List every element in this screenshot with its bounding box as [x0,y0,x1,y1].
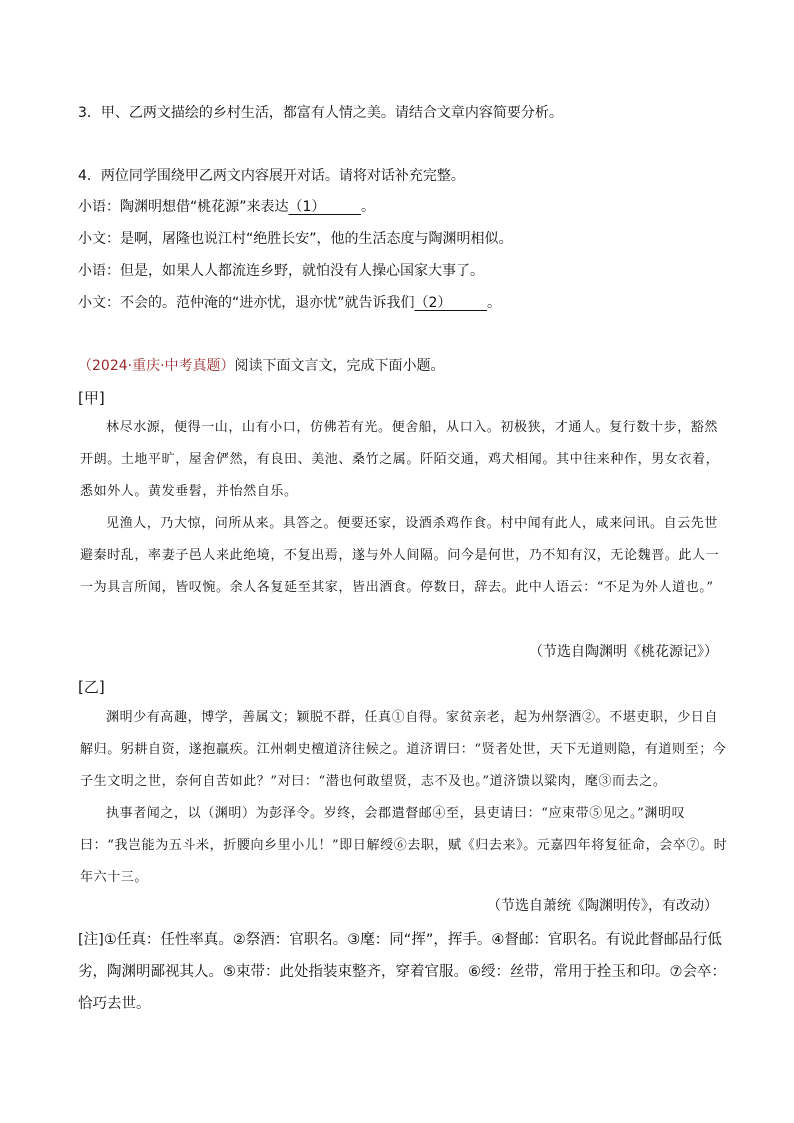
source-line [78,356,445,376]
question-3: 3．甲、乙两文描绘的乡村生活，都富有人情之美。请结合文章内容简要分析。 [78,105,563,121]
dialogue-line-4-end: 。 [487,295,502,311]
dialogue-line-2: 小文：是啊，屠隆也说江村“绝胜长安”，他的生活态度与陶渊明相似。 [78,231,513,247]
dialogue-line-3: 小语：但是，如果人人都流连乡野，就怕没有人操心国家大事了。 [78,263,484,279]
passage-yi-paragraph-1: 渊明少有高趣，博学，善属文；颖脱不群，任真①自得。家贫亲老，起为州祭酒②。不堪吏职，少日自解归。躬耕自资，遂抱羸疾。江州刺史檀道济往候之。道济谓曰：“贤者处世，天下无道则隐，有道则至；今子生文明之世，奈何自苦如此？”对曰：“潜也何敢望贤，志不及也。”道济馈以粱肉，麾③而去之。 [80,710,727,789]
answer-blank-1-underline [325,199,361,215]
exam-source-tag: 2024·重庆·中考真题 [92,358,221,374]
reading-instruction: 阅读下面文言文，完成下面小题。 [234,358,445,374]
passage-jia-paragraph-2: 见渔人，乃大惊，问所从来。具答之。便要还家，设酒杀鸡作食。村中闻有此人，咸来问讯。自云先世避秦时乱，率妻子邑人来此绝境，不复出焉，遂与外人间隔。问今是何世，乃不知有汉，无论魏晋。此人一一为具言所闻，皆叹惋。余人各复延至其家，皆出酒食。停数日，辞去。此中人语云：“不足为外人道也。” [80,516,720,595]
dialogue-line-1-end: 。 [361,199,376,215]
passage-jia-paragraph-1: 林尽水源，便得一山，山有小口，仿佛若有光。便舍船，从口入。初极狭，才通人。复行数十步，豁然开朗。土地平旷，屋舍俨然，有良田、美池、桑竹之属。阡陌交通，鸡犬相闻。其中往来种作，男女衣着，悉如外人。黄发垂髫，并怡然自乐。 [80,420,720,499]
source-open-paren: （ [78,358,92,374]
passage-yi-credit: （节选自萧统《陶渊明传》，有改动） [487,898,718,914]
answer-blank-2[interactable]: （2） [414,295,452,311]
dialogue-line-1-text: 小语：陶渊明想借“桃花源”来表达 [78,199,289,215]
answer-blank-2-underline [451,295,487,311]
passage-jia-credit: （节选自陶渊明《桃花源记》） [529,644,718,660]
answer-blank-1[interactable]: （1） [288,199,326,215]
dialogue-line-4-text: 小文：不会的。范仲淹的“进亦忧，退亦忧”就告诉我们 [78,295,415,311]
dialogue-line-1 [78,197,375,217]
dialogue-line-4 [78,293,501,313]
annotation-notes: [注]①任真：任性率真。②祭酒：官职名。③麾：同“挥”，挥手。④督邮：官职名。有说此督邮品行低劣，陶渊明鄙视其人。⑤束带：此处指装束整齐，穿着官服。⑥绶：丝带，常用于拴玉和印。⑦会卒：恰巧去世。 [78,932,726,1012]
passage-yi-label: [乙] [78,678,105,696]
passage-yi [80,702,730,894]
source-close-paren: ） [220,358,235,374]
question-4-stem: 4．两位同学围绕甲乙两文内容展开对话。请将对话补充完整。 [78,168,465,184]
passage-jia-label: [甲] [78,389,105,407]
passage-jia [80,412,730,604]
passage-yi-paragraph-2: 执事者闻之，以（渊明）为彭泽令。岁终，会郡遣督邮④至，县吏请曰：“应束带⑤见之。”渊明叹曰：“我岂能为五斗米，折腰向乡里小儿！”即日解绶⑥去职，赋《归去来》。元嘉四年将复征命，会卒⑦。时年六十三。 [80,806,728,885]
